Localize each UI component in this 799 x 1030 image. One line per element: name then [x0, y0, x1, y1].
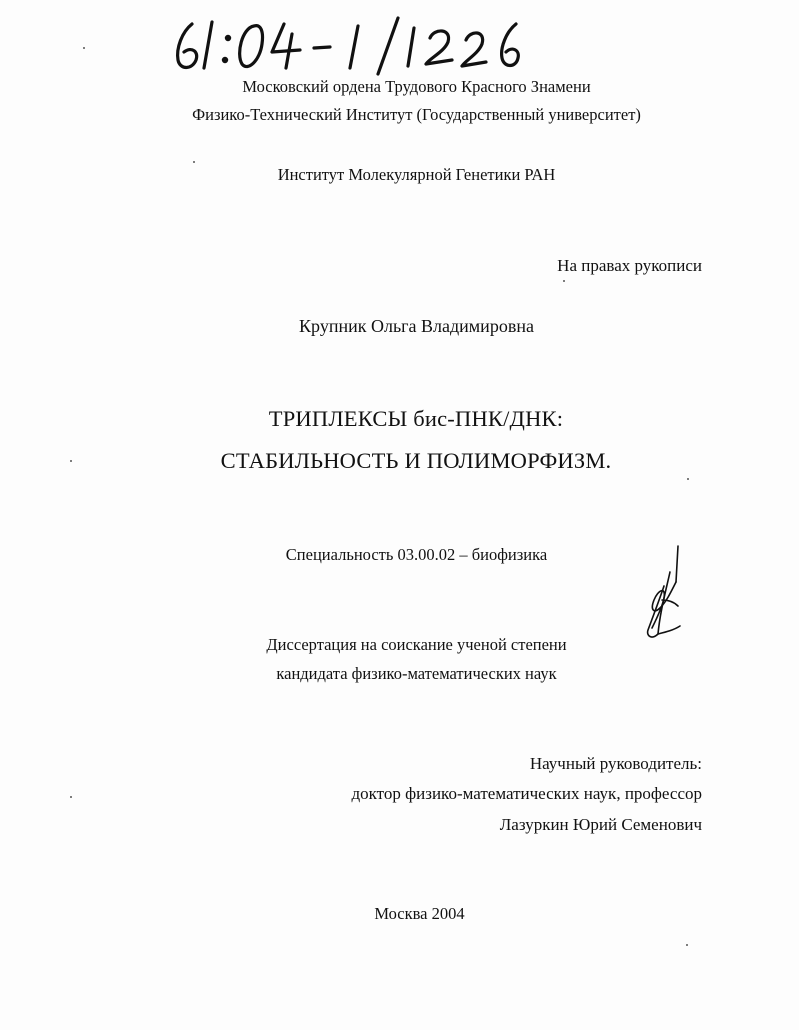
scan-speck — [687, 478, 689, 480]
scan-speck — [193, 161, 195, 163]
manuscript-rights-note: На правах рукописи — [557, 256, 702, 275]
institute-line-2: Физико-Технический Институт (Государственный университет) — [192, 105, 641, 124]
handwritten-archive-code — [168, 14, 528, 78]
supervisor-heading: Научный руководитель: — [529, 754, 702, 773]
scan-speck — [563, 280, 565, 282]
dissertation-line-1: Диссертация на соискание ученой степени — [266, 635, 567, 654]
institute-line-3: Институт Молекулярной Генетики РАН — [277, 165, 556, 184]
dissertation-line-2: кандидата физико-математических наук — [276, 664, 557, 683]
scan-speck — [70, 460, 72, 462]
city-year: Москва 2004 — [374, 904, 465, 923]
supervisor-degree: доктор физико-математических наук, профессор — [351, 784, 702, 803]
scan-speck — [70, 796, 72, 798]
handwritten-signature — [640, 542, 688, 650]
thesis-title-line-2: СТАБИЛЬНОСТЬ И ПОЛИМОРФИЗМ. — [220, 448, 612, 473]
institute-line-1: Московский ордена Трудового Красного Знамени — [242, 77, 591, 96]
specialty: Специальность 03.00.02 – биофизика — [285, 545, 548, 564]
thesis-title-line-1: ТРИПЛЕКСЫ бис-ПНК/ДНК: — [268, 406, 564, 431]
scan-speck — [686, 944, 688, 946]
supervisor-name: Лазуркин Юрий Семенович — [499, 815, 702, 834]
scan-speck — [83, 47, 85, 49]
author-name: Крупник Ольга Владимировна — [299, 316, 534, 336]
